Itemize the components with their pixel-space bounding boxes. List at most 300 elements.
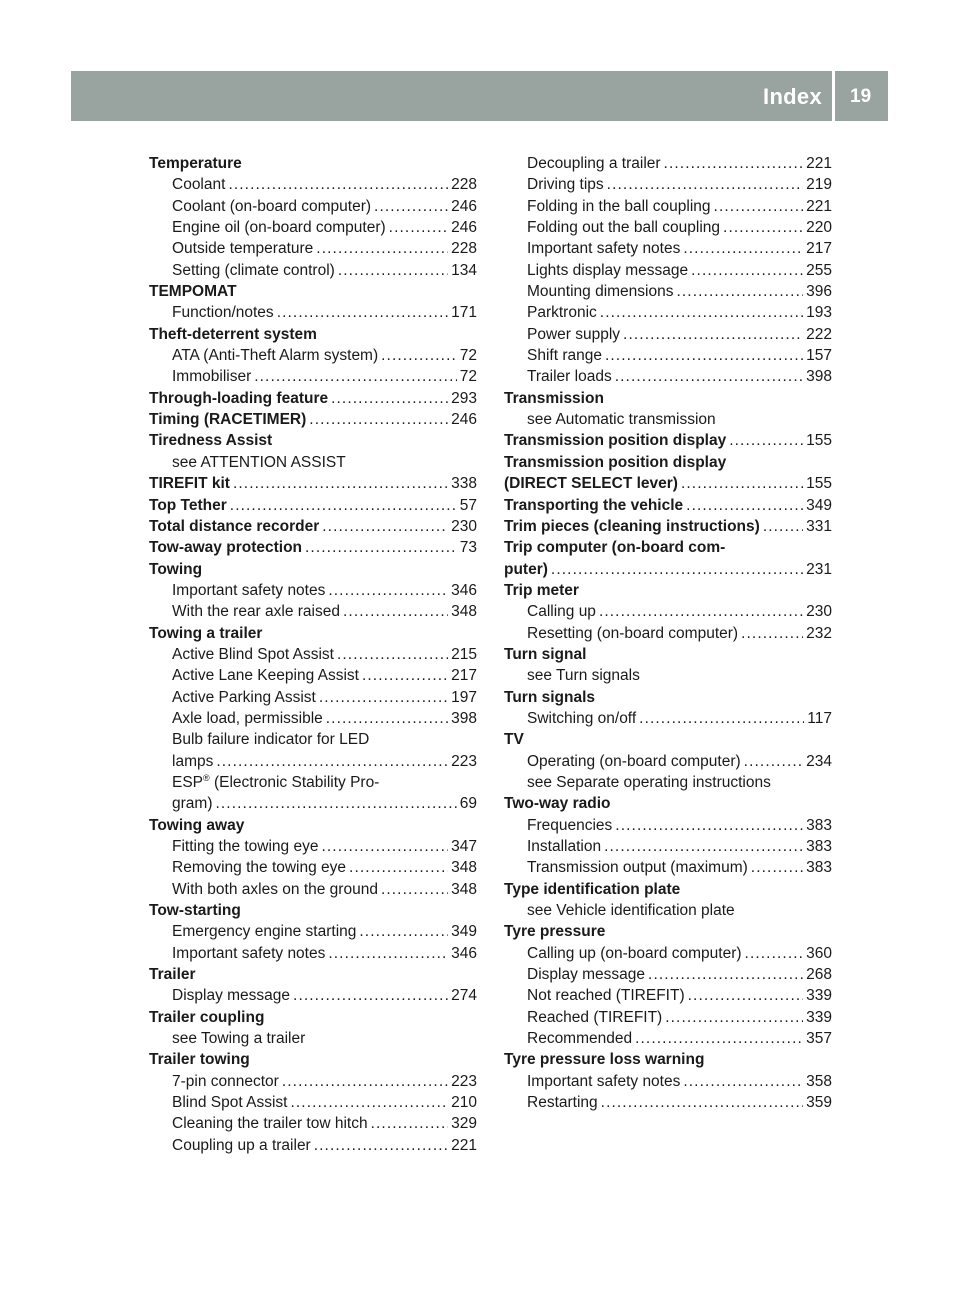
page-reference: 72	[459, 368, 477, 386]
entry-label: Removing the towing eye	[172, 859, 347, 877]
page-reference: 221	[806, 155, 832, 172]
page-reference: 230	[806, 603, 832, 621]
page-reference: 69	[459, 795, 477, 813]
header-divider	[832, 71, 835, 121]
index-subentry	[504, 857, 832, 878]
entry-label: Power supply	[527, 325, 621, 343]
entry-text	[504, 473, 678, 494]
index-subentry	[149, 729, 477, 750]
index-subentry	[504, 1007, 832, 1028]
index-entry	[504, 687, 832, 708]
index-subentry	[504, 1092, 832, 1113]
dot-leader	[343, 601, 448, 622]
index-entry	[149, 1049, 477, 1070]
page-reference: 210	[451, 1094, 477, 1112]
entry-text	[504, 537, 725, 558]
entry-text	[172, 260, 335, 281]
index-entry	[149, 537, 477, 558]
entry-label: Trailer towing	[149, 1051, 250, 1069]
entry-label: Coupling up a trailer	[172, 1136, 311, 1154]
index-column-left	[149, 153, 477, 1156]
page-reference: 57	[459, 496, 477, 514]
page-reference: 157	[806, 347, 832, 365]
dot-leader	[729, 430, 803, 451]
page-title: Index	[763, 84, 822, 109]
entry-label: gram)	[172, 795, 213, 813]
entry-label: Timing (RACETIMER)	[149, 411, 307, 429]
page-reference: 217	[451, 667, 477, 685]
dot-leader	[362, 665, 448, 686]
entry-text	[527, 260, 688, 281]
page-reference: 293	[451, 389, 477, 407]
dot-leader	[686, 495, 803, 516]
entry-label: Calling up (on-board computer)	[527, 944, 742, 962]
page-reference: 339	[806, 987, 832, 1005]
entry-text	[527, 153, 661, 174]
page-reference: 396	[806, 283, 832, 301]
dot-leader	[305, 537, 457, 558]
index-entry	[504, 1049, 832, 1070]
page-reference: 117	[807, 709, 832, 727]
index-entry	[504, 793, 832, 814]
page-reference: 232	[806, 624, 832, 642]
entry-label: Tiredness Assist	[149, 432, 273, 450]
dot-leader	[635, 1028, 803, 1049]
index-subentry	[504, 1028, 832, 1049]
entry-label: Temperature	[149, 155, 242, 172]
page-reference: 349	[451, 923, 477, 941]
index-subentry	[504, 366, 832, 387]
entry-label: Setting (climate control)	[172, 261, 335, 279]
index-subentry	[504, 601, 832, 622]
index-subentry	[504, 815, 832, 836]
entry-label: Outside temperature	[172, 240, 314, 258]
dot-leader	[601, 1092, 803, 1113]
entry-label: Trailer coupling	[149, 1008, 265, 1026]
entry-text	[504, 580, 579, 601]
entry-label: Through-loading feature	[149, 389, 329, 407]
entry-text	[527, 345, 602, 366]
index-entry	[504, 879, 832, 900]
entry-label: Active Parking Assist	[172, 688, 316, 706]
index-entry	[149, 153, 477, 174]
entry-label: Restarting	[527, 1094, 598, 1112]
entry-text	[504, 921, 605, 942]
entry-text	[149, 1049, 250, 1070]
dot-leader	[322, 516, 448, 537]
entry-label: Shift range	[527, 347, 602, 365]
page-reference: 346	[451, 944, 477, 962]
page-reference: 222	[806, 325, 832, 343]
entry-text	[172, 452, 346, 473]
entry-text	[504, 1049, 704, 1070]
index-subentry	[504, 302, 832, 323]
dot-leader	[277, 302, 448, 323]
page-reference: 234	[806, 752, 832, 770]
entry-label: Turn signals	[504, 688, 596, 706]
entry-label: Important safety notes	[527, 1072, 681, 1090]
index-subentry	[149, 708, 477, 729]
entry-label: TV	[504, 731, 524, 749]
index-subentry	[149, 687, 477, 708]
entry-text	[172, 772, 379, 793]
entry-label: Type identification plate	[504, 880, 681, 898]
dot-leader	[233, 473, 448, 494]
entry-text	[527, 985, 685, 1006]
page-reference: 171	[451, 304, 477, 322]
index-subentry	[149, 260, 477, 281]
entry-label: see ATTENTION ASSIST	[172, 453, 346, 471]
index-subentry	[149, 921, 477, 942]
entry-label: Trailer	[149, 966, 196, 984]
entry-text	[172, 1028, 305, 1049]
entry-text	[149, 516, 319, 537]
entry-text	[172, 1135, 311, 1156]
entry-label: Resetting (on-board computer)	[527, 624, 739, 642]
entry-label: Cleaning the trailer tow hitch	[172, 1115, 368, 1133]
entry-label: Transporting the vehicle	[504, 496, 684, 514]
entry-text	[172, 580, 325, 601]
index-subentry	[149, 665, 477, 686]
index-subentry	[504, 345, 832, 366]
page-reference: 348	[451, 880, 477, 898]
dot-leader	[683, 238, 803, 259]
entry-label: Axle load, permissible	[172, 709, 323, 727]
entry-label: Coolant (on-board computer)	[172, 197, 372, 215]
index-subentry	[504, 238, 832, 259]
index-column-right	[504, 153, 832, 1113]
dot-leader	[763, 516, 803, 537]
index-subentry	[504, 324, 832, 345]
page-reference: 357	[806, 1030, 832, 1048]
page-reference: 398	[806, 368, 832, 386]
entry-label: 7-pin connector	[172, 1072, 279, 1090]
entry-text	[527, 943, 742, 964]
index-subentry	[504, 708, 832, 729]
dot-leader	[254, 366, 457, 387]
dot-leader	[683, 1071, 803, 1092]
index-entry	[149, 281, 477, 302]
entry-text	[172, 836, 318, 857]
registered-mark: ®	[203, 772, 210, 783]
entry-text	[504, 430, 726, 451]
page-reference: 347	[451, 838, 477, 855]
index-entry	[504, 473, 832, 494]
entry-text	[504, 644, 586, 665]
entry-label: Function/notes	[172, 304, 274, 322]
page-reference: 134	[451, 261, 477, 279]
index-subentry	[504, 153, 832, 174]
index-entry	[149, 324, 477, 345]
entry-label: ATA (Anti-Theft Alarm system)	[172, 347, 379, 365]
page-number: 19	[850, 86, 872, 107]
page-reference: 329	[451, 1115, 477, 1133]
page-reference: 348	[451, 603, 477, 621]
dot-leader	[607, 174, 803, 195]
dot-leader	[665, 1007, 803, 1028]
page-reference: 220	[806, 219, 832, 237]
dot-leader	[326, 708, 448, 729]
entry-label: Folding out the ball coupling	[527, 219, 721, 237]
index-subentry	[504, 772, 832, 793]
entry-text	[527, 665, 640, 686]
index-subentry	[149, 1028, 477, 1049]
page-reference: 223	[451, 752, 477, 770]
entry-text	[527, 623, 738, 644]
dot-leader	[215, 793, 456, 814]
index-subentry	[149, 580, 477, 601]
index-entry	[149, 473, 477, 494]
entry-label: Driving tips	[527, 176, 604, 194]
page-reference: 348	[451, 859, 477, 877]
dot-leader	[723, 217, 803, 238]
index-subentry	[149, 1113, 477, 1134]
dot-leader	[338, 260, 448, 281]
entry-text	[527, 1007, 662, 1028]
page-reference: 197	[451, 688, 477, 706]
entry-text	[172, 793, 212, 814]
index-entry	[149, 516, 477, 537]
entry-label-continued: (Electronic Stability Pro-	[209, 773, 380, 791]
page-reference: 73	[459, 539, 477, 557]
entry-label: Switching on/off	[527, 709, 637, 727]
entry-text	[527, 281, 673, 302]
entry-label: With the rear axle raised	[172, 603, 340, 621]
index-subentry	[149, 772, 477, 793]
index-subentry	[149, 879, 477, 900]
page-reference: 398	[451, 709, 477, 727]
entry-text	[504, 388, 604, 409]
entry-label: ESP	[172, 773, 204, 791]
page-reference: 217	[806, 240, 832, 258]
entry-label: Transmission position display	[504, 453, 727, 471]
index-subentry	[149, 217, 477, 238]
dot-leader	[328, 943, 448, 964]
dot-leader	[371, 1113, 449, 1134]
index-subentry	[504, 196, 832, 217]
index-subentry	[149, 174, 477, 195]
index-entry	[149, 815, 477, 836]
index-subentry	[149, 943, 477, 964]
index-entry	[504, 921, 832, 942]
dot-leader	[648, 964, 803, 985]
index-subentry	[149, 302, 477, 323]
index-subentry	[504, 985, 832, 1006]
index-entry	[149, 495, 477, 516]
page-reference: 223	[451, 1072, 477, 1090]
index-subentry	[149, 1071, 477, 1092]
index-entry	[149, 964, 477, 985]
dot-leader	[615, 366, 803, 387]
entry-text	[172, 1092, 287, 1113]
dot-leader	[319, 687, 448, 708]
entry-text	[527, 174, 604, 195]
entry-label: Transmission output (maximum)	[527, 859, 748, 877]
page-reference: 246	[451, 197, 477, 215]
page-reference: 358	[806, 1072, 832, 1090]
entry-label: Trip meter	[504, 581, 579, 599]
entry-text	[172, 857, 346, 878]
index-entry	[149, 1007, 477, 1028]
index-subentry	[149, 985, 477, 1006]
index-subentry	[149, 1135, 477, 1156]
dot-leader	[751, 857, 803, 878]
entry-text	[149, 1007, 264, 1028]
entry-label: Tyre pressure loss warning	[504, 1051, 705, 1069]
index-entry	[149, 559, 477, 580]
dot-leader	[228, 174, 448, 195]
index-subentry	[149, 196, 477, 217]
entry-text	[527, 302, 597, 323]
index-subentry	[149, 366, 477, 387]
index-entry	[504, 452, 832, 473]
dot-leader	[623, 324, 803, 345]
index-entry	[149, 900, 477, 921]
entry-text	[527, 815, 612, 836]
entry-label: Display message	[527, 966, 646, 984]
entry-label: With both axles on the ground	[172, 880, 378, 898]
entry-label: Trim pieces (cleaning instructions)	[504, 517, 760, 535]
entry-text	[527, 324, 620, 345]
dot-leader	[691, 260, 803, 281]
entry-label: Two-way radio	[504, 795, 611, 813]
page-reference: 255	[806, 261, 832, 279]
entry-text	[149, 473, 230, 494]
entry-text	[172, 751, 213, 772]
dot-leader	[600, 302, 803, 323]
entry-text	[172, 1113, 368, 1134]
entry-label: Emergency engine starting	[172, 923, 357, 941]
page-reference: 349	[806, 496, 832, 514]
index-subentry	[504, 964, 832, 985]
entry-label: see Automatic transmission	[527, 411, 716, 429]
index-entry	[149, 623, 477, 644]
entry-label: Tyre pressure	[504, 923, 606, 941]
entry-text	[504, 687, 595, 708]
index-subentry	[504, 217, 832, 238]
entry-text	[527, 601, 596, 622]
dot-leader	[714, 196, 804, 217]
entry-label: Lights display message	[527, 261, 689, 279]
entry-label: Display message	[172, 987, 291, 1005]
dot-leader	[605, 345, 803, 366]
entry-label: Immobiliser	[172, 368, 252, 386]
entry-text	[172, 985, 290, 1006]
dot-leader	[309, 409, 448, 430]
index-subentry	[149, 751, 477, 772]
dot-leader	[681, 473, 803, 494]
dot-leader	[230, 495, 457, 516]
entry-label: (DIRECT SELECT lever)	[504, 475, 678, 493]
entry-label: Reached (TIREFIT)	[527, 1008, 663, 1026]
index-subentry	[504, 409, 832, 430]
entry-text	[504, 495, 683, 516]
entry-label: Tow-starting	[149, 902, 241, 920]
entry-label: see Towing a trailer	[172, 1030, 306, 1048]
page-reference: 228	[451, 240, 477, 258]
entry-text	[504, 729, 524, 750]
index-subentry	[504, 1071, 832, 1092]
index-subentry	[504, 836, 832, 857]
index-subentry	[149, 644, 477, 665]
entry-text	[527, 196, 711, 217]
entry-label: Active Blind Spot Assist	[172, 645, 334, 663]
dot-leader	[359, 921, 448, 942]
entry-text	[172, 345, 378, 366]
entry-text	[527, 836, 601, 857]
page-reference: 221	[451, 1136, 477, 1154]
page-reference: 219	[806, 176, 832, 194]
entry-label: lamps	[172, 752, 214, 770]
entry-label: Recommended	[527, 1030, 633, 1048]
entry-text	[172, 665, 359, 686]
index-entry	[504, 644, 832, 665]
entry-text	[527, 366, 612, 387]
entry-label: Tow-away protection	[149, 539, 303, 557]
page-reference: 230	[451, 517, 477, 535]
entry-text	[149, 537, 302, 558]
entry-text	[172, 687, 316, 708]
entry-label: Parktronic	[527, 304, 597, 322]
dot-leader	[321, 836, 448, 857]
page-reference: 221	[806, 197, 832, 215]
index-entry	[504, 388, 832, 409]
page-reference: 383	[806, 838, 832, 855]
entry-label: Trailer loads	[527, 368, 612, 386]
page-reference: 155	[806, 475, 832, 493]
entry-label: Installation	[527, 838, 602, 855]
entry-label: TIREFIT kit	[149, 475, 230, 493]
entry-text	[149, 559, 202, 580]
entry-text	[172, 729, 369, 750]
page-reference: 383	[806, 816, 832, 834]
index-entry	[504, 580, 832, 601]
entry-text	[149, 324, 317, 345]
dot-leader	[745, 943, 804, 964]
index-entry	[504, 559, 832, 580]
page-reference: 359	[806, 1094, 832, 1112]
entry-text	[149, 815, 244, 836]
entry-text	[504, 559, 548, 580]
index-entry	[504, 516, 832, 537]
entry-label: Important safety notes	[172, 581, 326, 599]
dot-leader	[216, 751, 448, 772]
page-reference: 268	[806, 966, 832, 984]
index-entry	[149, 430, 477, 451]
entry-label: Operating (on-board computer)	[527, 752, 741, 770]
entry-label: see Separate operating instructions	[527, 773, 771, 791]
dot-leader	[331, 388, 448, 409]
entry-text	[504, 452, 726, 473]
dot-leader	[664, 153, 804, 174]
entry-label: Calling up	[527, 603, 596, 621]
entry-text	[504, 879, 680, 900]
dot-leader	[741, 623, 803, 644]
page-reference: 215	[451, 645, 477, 663]
entry-text	[149, 388, 328, 409]
dot-leader	[389, 217, 448, 238]
entry-text	[149, 281, 237, 302]
index-subentry	[149, 1092, 477, 1113]
page-reference: 246	[451, 219, 477, 237]
page-reference: 346	[451, 581, 477, 599]
index-subentry	[149, 345, 477, 366]
entry-text	[527, 772, 771, 793]
entry-label: see Turn signals	[527, 667, 640, 685]
entry-label: Important safety notes	[172, 944, 326, 962]
entry-label: Decoupling a trailer	[527, 155, 661, 172]
index-subentry	[504, 260, 832, 281]
